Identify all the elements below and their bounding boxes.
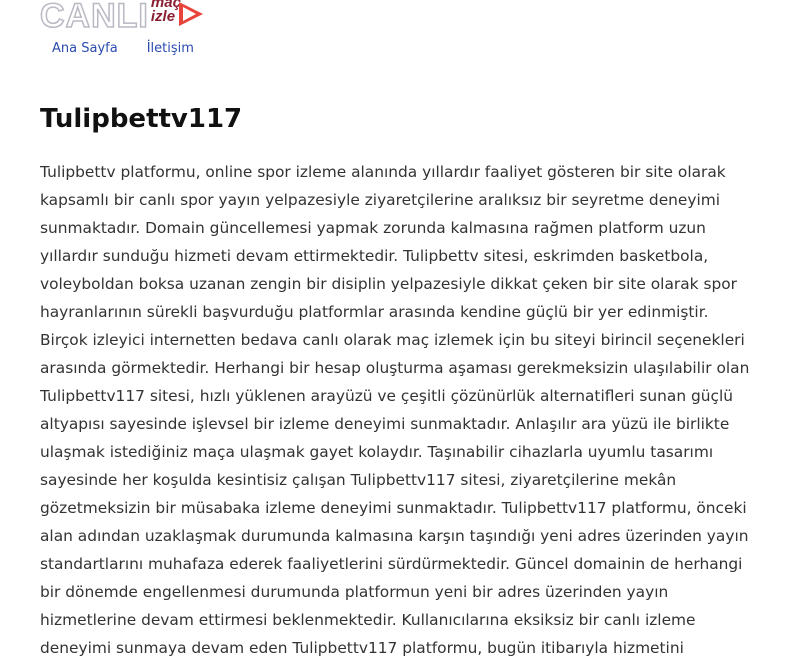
logo-small-bottom: izle (150, 8, 176, 25)
logo-word: CANLI (40, 0, 149, 35)
page-title: Tulipbettv117 (40, 104, 243, 134)
main-nav (52, 41, 194, 56)
article-body: Tulipbettv platformu, online spor izleme alanında yıllardır faaliyet gösteren bir site olarak kapsamlı bir canlı spor yayın yelpazesiyle ziyaretçilerine aralıksız bir seyretme deneyimi sunmaktadır. Domain güncellemesi yapmak zorunda kalmasına rağmen platform uzun yıllardır sunduğu hizmeti devam ettirmektedir. Tulipbettv sitesi, eskrimden basketbola, voleyboldan boksa uzanan zengin bir disiplin yelpazesiyle dikkat çeken bir site olarak spor hayranlarının sürekli başvurduğu platformlar arasında kendine güçlü bir yer edinmiştir. Birçok izleyici internetten bedava canlı olarak maç izlemek için bu siteyi birincil seçenekleri arasında görmektedir. Herhangi bir hesap oluşturma aşaması gerekmeksizin ulaşılabilir olan Tulipbettv117 sitesi, hızlı yüklenen arayüzü ve çeşitli çözünürlük alternatifleri sunan güçlü altyapısı sayesinde işlevsel bir izleme deneyimi sunmaktadır. Anlaşılır ara yüzü ile birlikte ulaşmak istediğiniz maça ulaşmak gayet kolaydır. Taşınabilir cihazlarla uyumlu tasarımı sayesinde her koşulda kesintisiz çalışan Tulipbettv117 sitesi, ziyaretçilerine mekân gözetmeksizin bir müsabaka izleme deneyimi sunmaktadır. Tulipbettv117 platformu, önceki alan adından uzaklaşmak durumunda kalmasına karşın taşındığı yeni adres üzerinden yayın standartlarını muhafaza ederek faaliyetlerini sürdürmektedir. Güncel domainin de herhangi bir dönemde engellenmesi durumunda platformun yeni bir adres üzerinden yayın hizmetlerine devam ettirmesi beklenmektedir. Kullanıcılarına eksiksiz bir canlı izleme deneyimi sunmaya devam eden Tulipbettv117 platformu, bugün itibarıyla hizmetini (40, 163, 750, 657)
logo-small-top: maç (150, 0, 181, 11)
logo-small-text (151, 0, 181, 24)
site-logo[interactable] (40, 0, 203, 36)
nav-contact-link[interactable]: İletişim (146, 41, 194, 56)
site-header (0, 0, 800, 70)
play-icon (179, 2, 203, 26)
main-content (0, 104, 800, 662)
nav-home-link[interactable]: Ana Sayfa (52, 41, 118, 56)
